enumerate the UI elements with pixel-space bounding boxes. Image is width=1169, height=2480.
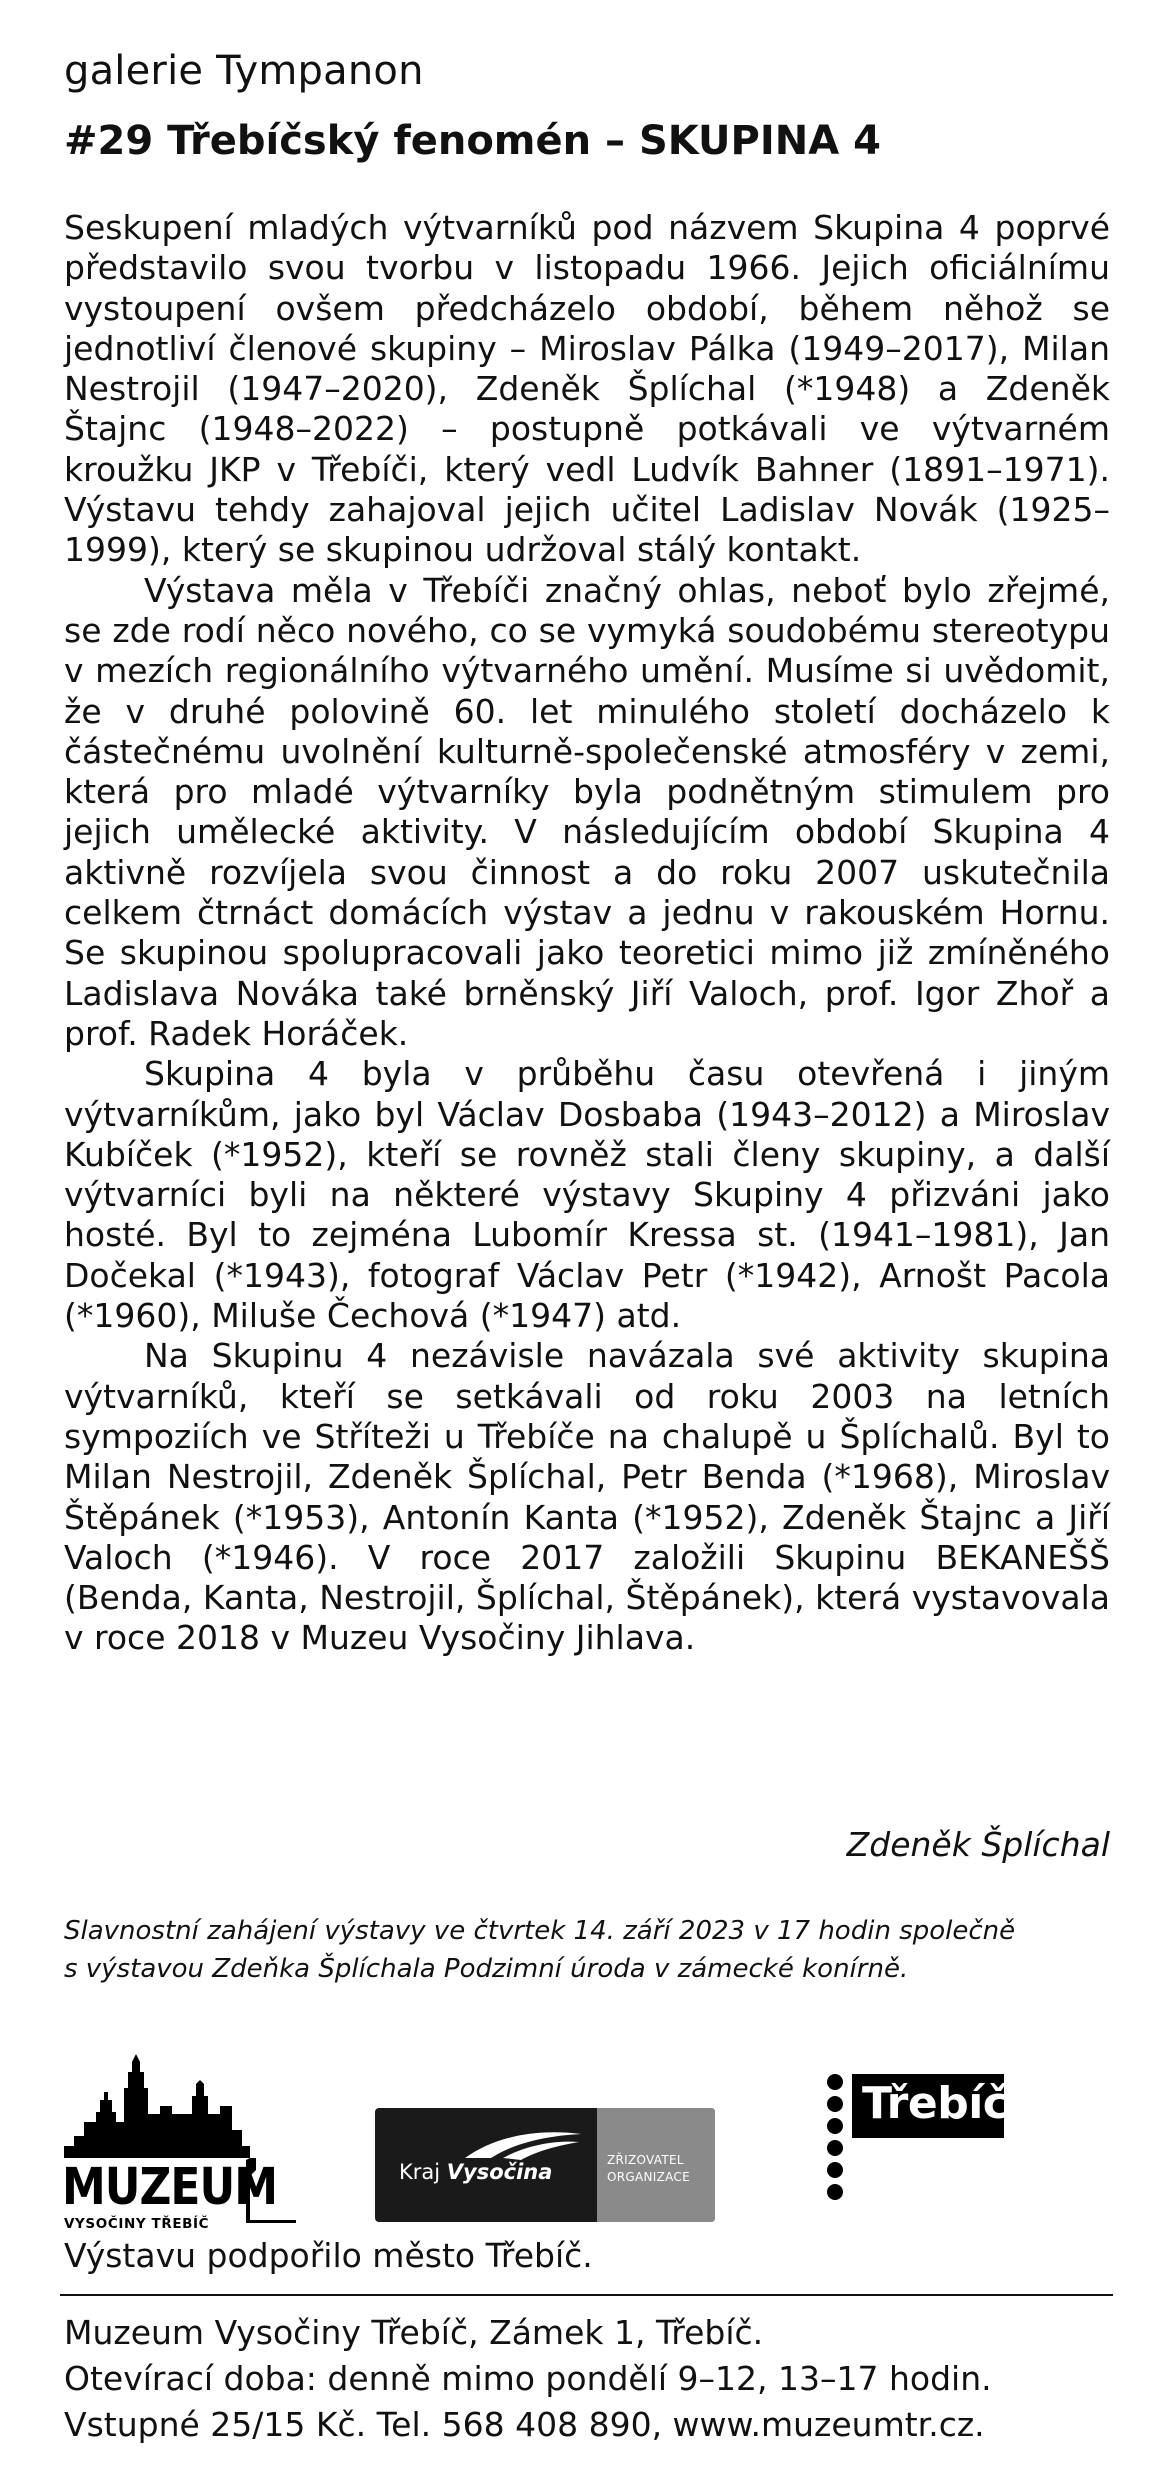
paragraph-2: Výstava měla v Třebíči značný ohlas, neboť bylo zřejmé, se zde rodí něco nového, co se vymyká soudobému stereotypu v mezích regionálního výtvarného umění. Musíme si uvědomit, že v druhé polovině 60. let minulého století docházelo k částečnému uvolnění kulturně-společenské atmosféry v zemi, která pro mladé výtvarníky byla podnětným stimulem pro jejich umělecké aktivity. V následujícím období Skupina 4 aktivně rozvíjela svou činnost a do roku 2007 uskutečnila celkem čtrnáct domácích výstav a jednu v rakouském Hornu. Se skupinou spolupracovali jako teoretici mimo již zmíněného Ladislava Nováka také brněnský Jiří Valoch, prof. Igor Zhoř a prof. Radek Horáček. <box>64 570 1110 1053</box>
kraj-swoosh-icon <box>463 2128 583 2162</box>
footer-info <box>64 2310 1124 2448</box>
trebic-dot-icon <box>827 2096 843 2112</box>
vysocina-word: Vysočina <box>446 2160 553 2184</box>
kraj-logo-text <box>399 2160 552 2184</box>
kraj-vysocina-logo <box>375 2108 715 2222</box>
footer-address: Muzeum Vysočiny Třebíč, Zámek 1, Třebíč. <box>64 2313 764 2352</box>
opening-note <box>64 1912 1114 1988</box>
trebic-logo-word: Třebíč <box>862 2078 1009 2129</box>
zrizovatel-label <box>607 2152 690 2186</box>
article-author: Zdeněk Šplíchal <box>846 1825 1110 1864</box>
muzeum-logo-word: MUZEUM <box>62 2158 277 2217</box>
trebic-dot-icon <box>827 2162 843 2178</box>
support-credit: Výstavu podpořilo město Třebíč. <box>64 2236 593 2275</box>
trebic-dot-icon <box>827 2184 843 2200</box>
opening-note-line-1: Slavnostní zahájení výstavy ve čtvrtek 14. září 2023 v 17 hodin společně <box>64 1916 1016 1946</box>
trebic-dot-icon <box>827 2140 843 2156</box>
article-body <box>64 208 1110 1659</box>
kraj-word: Kraj <box>399 2160 441 2184</box>
trebic-dot-icon <box>827 2074 843 2090</box>
muzeum-vysociny-logo <box>60 2050 300 2230</box>
paragraph-4: Na Skupinu 4 nezávisle navázala své aktivity skupina výtvarníků, kteří se setkávali od roku 2003 na letních sympoziích ve Stříteži u Třebíče na chalupě u Šplíchalů. Byl to Milan Nestrojil, Zdeněk Šplíchal, Petr Benda (*1968), Miroslav Štěpánek (*1953), Antonín Kanta (*1952), Zdeněk Štajnc a Jiří Valoch (*1946). V roce 2017 založili Skupinu BEKANEŠŠ (Benda, Kanta, Nestrojil, Šplíchal, Štěpánek), která vystavovala v roce 2018 v Muzeu Vysočiny Jihlava. <box>64 1336 1110 1658</box>
footer-admission-contact: Vstupné 25/15 Kč. Tel. 568 408 890, www.muzeumtr.cz. <box>64 2405 985 2444</box>
trebic-city-logo <box>816 2074 1016 2224</box>
paragraph-3: Skupina 4 byla v průběhu času otevřená i jiným výtvarníkům, jako byl Václav Dosbaba (1943–2012) a Miroslav Kubíček (*1952), kteří se rovněž stali členy skupiny, a další výtvarníci byli na některé výstavy Skupiny 4 přizváni jako hosté. Byl to zejména Lubomír Kressa st. (1941–1981), Jan Dočekal (*1943), fotograf Václav Petr (*1942), Arnošt Pacola (*1960), Miluše Čechová (*1947) atd. <box>64 1054 1110 1336</box>
gallery-name: galerie Tympanon <box>64 48 424 94</box>
zrizovatel-line-1: ZŘIZOVATEL <box>607 2153 684 2167</box>
paragraph-1: Seskupení mladých výtvarníků pod názvem Skupina 4 poprvé představilo svou tvorbu v listopadu 1966. Jejich oficiálnímu vystoupení ovšem předcházelo období, během něhož se jednotliví členové skupiny – Miroslav Pálka (1949–2017), Milan Nestrojil (1947–2020), Zdeněk Šplíchal (*1948) a Zdeněk Štajnc (1948–2022) – postupně potkávali ve výtvarném kroužku JKP v Třebíči, který vedl Ludvík Bahner (1891–1971). Výstavu tehdy zahajoval jejich učitel Ladislav Novák (1925–1999), který se skupinou udržoval stálý kontakt. <box>64 208 1110 570</box>
page-title: #29 Třebíčský fenomén – SKUPINA 4 <box>64 118 881 164</box>
footer-opening-hours: Otevírací doba: denně mimo pondělí 9–12, 13–17 hodin. <box>64 2359 992 2398</box>
trebic-dot-icon <box>827 2118 843 2134</box>
footer-divider <box>60 2294 1113 2296</box>
opening-note-line-2: s výstavou Zdeňka Šplíchala Podzimní úroda v zámecké konírně. <box>64 1954 909 1984</box>
muzeum-logo-subtitle: VYSOČINY TŘEBÍČ <box>64 2216 210 2232</box>
zrizovatel-line-2: ORGANIZACE <box>607 2170 690 2184</box>
